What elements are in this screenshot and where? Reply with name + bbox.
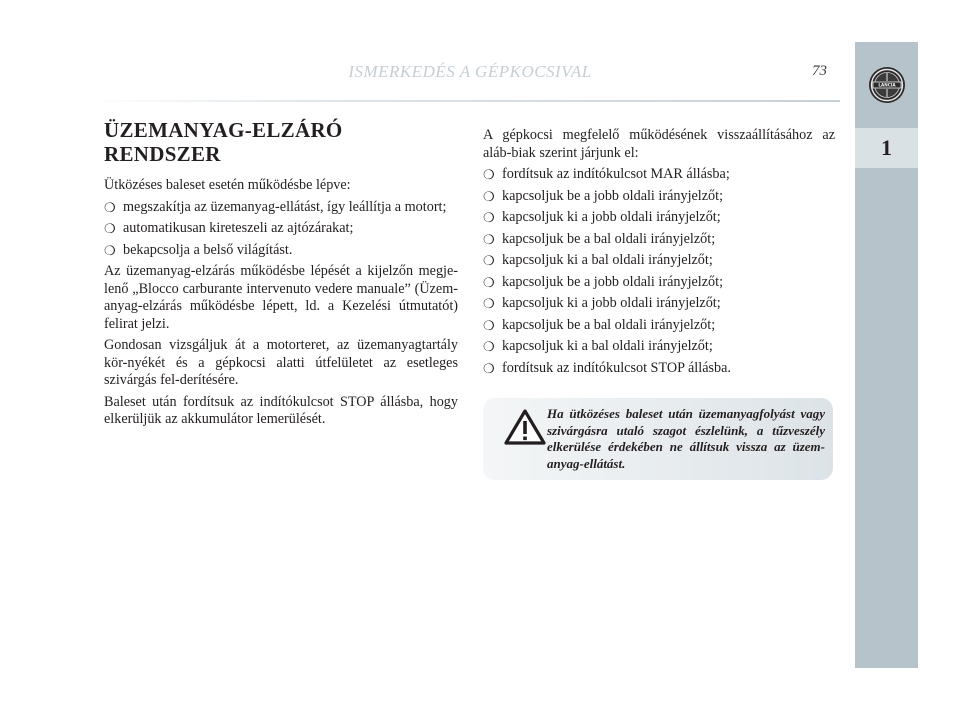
bullet-icon: ❍: [104, 221, 116, 236]
bullet-icon: ❍: [104, 199, 116, 215]
bullet-icon: ❍: [104, 242, 116, 258]
bullet-icon: ❍: [483, 253, 495, 268]
list-item: ❍ kapcsoljuk be a jobb oldali irányjelzőt;: [483, 187, 724, 204]
page-number: 73: [812, 63, 827, 79]
list-item: ❍ kapcsoljuk ki a bal oldali irányjelzőt;: [483, 252, 713, 268]
bullet-icon: ❍: [483, 360, 495, 376]
list-item: ❍ kapcsoljuk ki a jobb oldali irányjelzőt;: [483, 295, 721, 311]
warning-text-block: [495, 406, 825, 472]
bullet-icon: ❍: [483, 274, 495, 290]
warning-box: [483, 398, 833, 480]
right-column: [483, 127, 835, 381]
paragraph-battery: Baleset után fordítsuk az indítókulcsot STOP állásba, hogy elkerüljük az akkumulátor lemerülését.: [104, 393, 458, 427]
bullet-icon: ❍: [483, 231, 495, 247]
running-title: ISMERKEDÉS A GÉPKOCSIVAL: [348, 62, 592, 81]
bullet-icon: ❍: [483, 296, 495, 311]
list-item: ❍ kapcsoljuk ki a jobb oldali irányjelzőt;: [483, 209, 721, 225]
bullet-icon: ❍: [483, 317, 495, 333]
paragraph-display-message: Az üzemanyag-elzárás működésbe lépését a kijelzőn megje-lenő „Blocco carburante intervenuto vedere manuale” (Üzem-anyag-elzárás működésbe lépett, ld. a Kezelési útmutatót) felirat jelzi.: [104, 263, 458, 332]
bullet-icon: ❍: [483, 210, 495, 225]
list-item: ❍ kapcsoljuk be a bal oldali irányjelzőt;: [483, 230, 716, 247]
list-item: ❍ automatikusan kireteszeli az ajtózárakat;: [104, 220, 354, 236]
reset-intro-text: A gépkocsi megfelelő működésének visszaállításához az aláb-biak szerint járjunk el:: [483, 127, 835, 161]
left-column: [104, 118, 458, 433]
list-item: ❍ fordítsuk az indítókulcsot STOP állásba.: [483, 359, 731, 376]
intro-text: Ütközéses baleset esetén működésbe lépve:: [104, 177, 351, 193]
header-rule: [88, 100, 840, 102]
list-item: ❍ kapcsoljuk be a jobb oldali irányjelzőt;: [483, 273, 724, 290]
list-item: ❍ fordítsuk az indítókulcsot MAR állásba;: [483, 166, 730, 182]
list-item: ❍ kapcsoljuk be a bal oldali irányjelzőt;: [483, 316, 716, 333]
section-title: ÜZEMANYAG-ELZÁRÓ RENDSZER: [104, 118, 343, 166]
lancia-logo-icon: [867, 65, 907, 105]
list-item: ❍ bekapcsolja a belső világítást.: [104, 241, 293, 258]
warning-text: Ha ütközéses baleset után üzemanyagfolyást vagy szivárgásra utaló szagot észlelünk, a tűzveszély elkerülése érdekében ne állítsuk vissza az üzem-anyag-ellátást.: [547, 406, 825, 471]
bullet-icon: ❍: [483, 339, 495, 354]
paragraph-inspection: Gondosan vizsgáljuk át a motorteret, az üzemanyagtartály kör-nyékét és a gépkocsi alatti útfelületet az esetleges szivárgás fel-derítésére.: [104, 337, 458, 388]
logo-lettering: LANCIA: [877, 82, 896, 88]
brand-logo: [855, 42, 918, 128]
list-item: ❍ megszakítja az üzemanyag-ellátást, így leállítja a motort;: [104, 198, 447, 215]
list-item: ❍ kapcsoljuk ki a bal oldali irányjelzőt;: [483, 338, 713, 354]
bullet-icon: ❍: [483, 188, 495, 204]
chapter-number: 1: [855, 128, 918, 168]
bullet-icon: ❍: [483, 167, 495, 182]
